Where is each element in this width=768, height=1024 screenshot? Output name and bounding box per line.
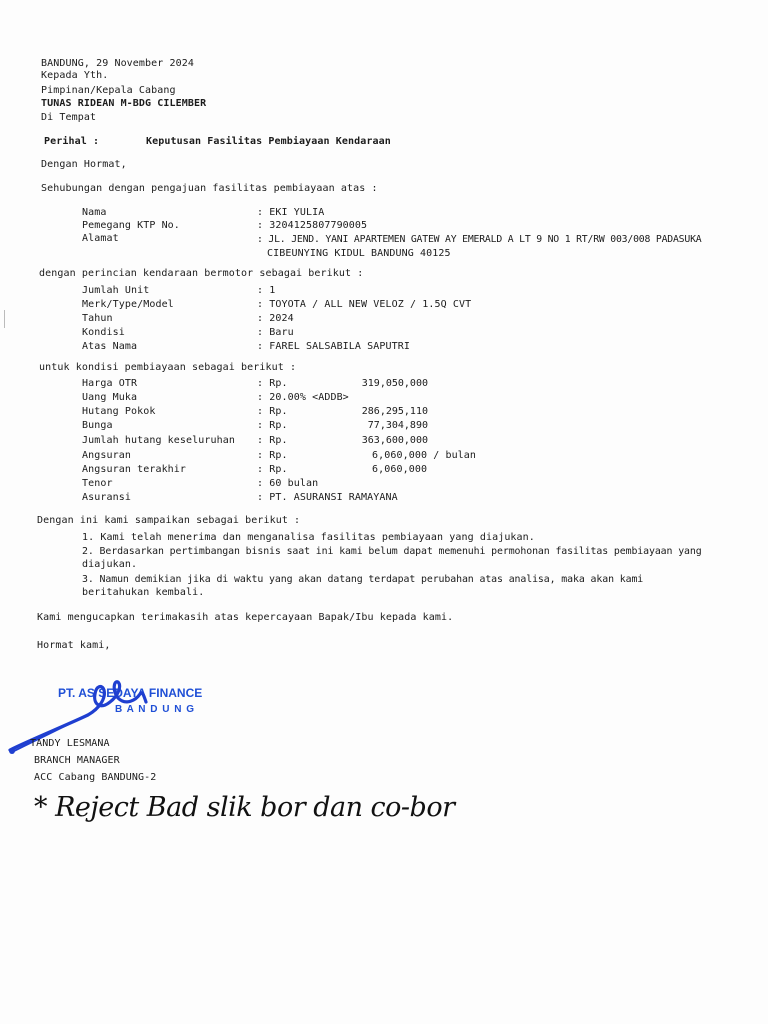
greeting: Dengan Hormat, — [41, 159, 127, 170]
subject-label: Perihal : — [44, 136, 100, 147]
model-value: : TOYOTA / ALL NEW VELOZ / 1.5Q CVT — [257, 299, 472, 310]
recipient-to: Kepada Yth. — [41, 70, 109, 81]
insurance-label: Asuransi — [82, 492, 131, 503]
point-2-line2: diajukan. — [82, 559, 138, 570]
point-1: 1. Kami telah menerima dan menganalisa fasilitas pembiayaan yang diajukan. — [82, 532, 535, 543]
signature-scribble — [0, 660, 260, 770]
handwritten-note: * Reject Bad slik bor dan co-bor — [34, 792, 455, 823]
units-value: : 1 — [257, 285, 276, 296]
point-3-line1: 3. Namun demikian jika di waktu yang akan datang terdapat perubahan atas analisa, maka akan kami — [82, 574, 644, 585]
otr-value: 319,050,000 — [361, 378, 428, 389]
last-installment-value: 6,060,000 — [372, 464, 428, 475]
last-installment-prefix: : Rp. — [257, 464, 288, 475]
down-payment-value: : 20.00% <ADDB> — [257, 392, 349, 403]
subject-text: Keputusan Fasilitas Pembiayaan Kendaraan — [146, 136, 391, 147]
total-debt-value: 363,600,000 — [361, 435, 428, 446]
installment-label: Angsuran — [82, 450, 131, 461]
principal-label: Hutang Pokok — [82, 406, 156, 417]
year-value: : 2024 — [257, 313, 294, 324]
vehicle-intro: dengan perincian kendaraan bermotor sebagai berikut : — [39, 268, 364, 279]
name-value: : EKI YULIA — [257, 207, 325, 218]
principal-value: 286,295,110 — [361, 406, 428, 417]
otr-label: Harga OTR — [82, 378, 138, 389]
last-installment-label: Angsuran terakhir — [82, 464, 187, 475]
interest-prefix: : Rp. — [257, 420, 288, 431]
tenor-label: Tenor — [82, 478, 113, 489]
stamp-city: B A N D U N G — [115, 704, 196, 715]
closing-line: Hormat kami, — [37, 640, 111, 651]
tenor-value: : 60 bulan — [257, 478, 319, 489]
scan-edge-mark — [4, 310, 5, 328]
address-value-line2: CIBEUNYING KIDUL BANDUNG 40125 — [267, 248, 451, 259]
model-label: Merk/Type/Model — [82, 299, 174, 310]
intro-paragraph: Sehubungan dengan pengajuan fasilitas pembiayaan atas : — [41, 183, 378, 194]
recipient-branch: TUNAS RIDEAN M-BDG CILEMBER — [41, 98, 207, 109]
down-payment-label: Uang Muka — [82, 392, 138, 403]
finance-intro: untuk kondisi pembiayaan sebagai berikut : — [39, 362, 297, 373]
signatory-title: BRANCH MANAGER — [34, 755, 120, 766]
recipient-place: Di Tempat — [41, 112, 97, 123]
interest-value: 77,304,890 — [367, 420, 428, 431]
ktp-label: Pemegang KTP No. — [82, 220, 180, 231]
point-2-line1: 2. Berdasarkan pertimbangan bisnis saat ini kami belum dapat memenuhi permohonan fasilitas pembiayaan yang — [82, 546, 702, 557]
condition-label: Kondisi — [82, 327, 125, 338]
total-debt-prefix: : Rp. — [257, 435, 288, 446]
date-line: BANDUNG, 29 November 2024 — [41, 58, 195, 69]
address-label: Alamat — [82, 233, 119, 244]
ktp-value: : 3204125807790005 — [257, 220, 368, 231]
stamp-company-name: PT. AS SEDAYA FINANCE — [58, 686, 203, 700]
point-3-line2: beritahukan kembali. — [82, 587, 205, 598]
total-debt-label: Jumlah hutang keseluruhan — [82, 435, 236, 446]
name-label: Nama — [82, 207, 107, 218]
installment-value: 6,060,000 / bulan — [372, 450, 477, 461]
principal-prefix: : Rp. — [257, 406, 288, 417]
interest-label: Bunga — [82, 420, 113, 431]
owner-label: Atas Nama — [82, 341, 138, 352]
condition-value: : Baru — [257, 327, 294, 338]
points-intro: Dengan ini kami sampaikan sebagai berikut : — [37, 515, 301, 526]
address-value-line1: : JL. JEND. YANI APARTEMEN GATEW AY EMERALD A LT 9 NO 1 RT/RW 003/008 PADASUKA — [257, 234, 702, 245]
signatory-name: TANDY LESMANA — [30, 738, 110, 749]
thanks-line: Kami mengucapkan terimakasih atas kepercayaan Bapak/Ibu kepada kami. — [37, 612, 454, 623]
insurance-value: : PT. ASURANSI RAMAYANA — [257, 492, 398, 503]
signatory-office: ACC Cabang BANDUNG-2 — [34, 772, 157, 783]
units-label: Jumlah Unit — [82, 285, 150, 296]
owner-value: : FAREL SALSABILA SAPUTRI — [257, 341, 411, 352]
installment-prefix: : Rp. — [257, 450, 288, 461]
year-label: Tahun — [82, 313, 113, 324]
recipient-position: Pimpinan/Kepala Cabang — [41, 85, 176, 96]
otr-prefix: : Rp. — [257, 378, 288, 389]
